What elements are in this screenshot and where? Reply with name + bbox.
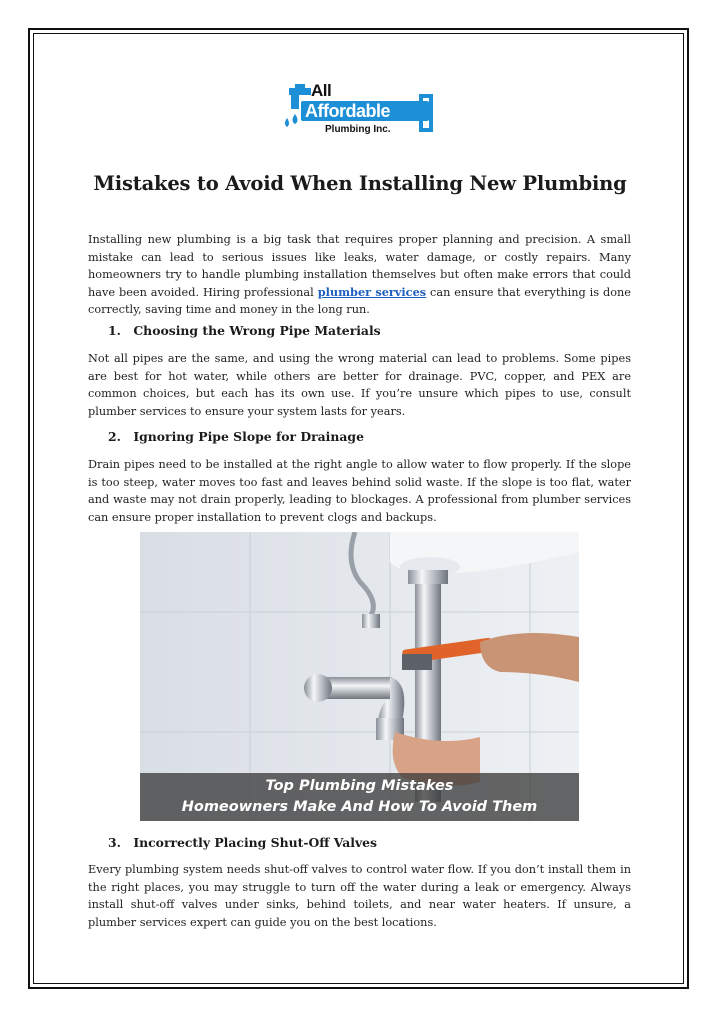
page-title: Mistakes to Avoid When Installing New Plumbing [93, 172, 627, 195]
section-2-body: Drain pipes need to be installed at the right angle to allow water to flow properly. If the slope is too steep, water moves too fast and leaves behind solid waste. If the slope is too flat, water and waste may not drain properly, leading to blockages. A professional from plumber services can ensure proper installation to prevent clogs and backups. [88, 458, 631, 524]
logo-text-all: All [311, 81, 332, 100]
caption-line-1: Top Plumbing Mistakes [265, 778, 454, 794]
plumbing-photo [140, 532, 579, 821]
intro-text-before: Installing new plumbing is a big task that requires proper planning and precision. A small mistake can lead to serious issues like leaks, water damage, or costly repairs. Many homeowners try to handle plumbing installation themselves but often make errors that could have been avoided. Hiring professional [88, 233, 631, 299]
logo-text-affordable: Affordable [305, 101, 390, 121]
section-1-body: Not all pipes are the same, and using the wrong material can lead to problems. Some pipes are best for hot water, while others are better for drainage. PVC, copper, and PEX are common choices, but each has its own use. If you’re unsure which pipes to use, consult plumber services to ensure your system lasts for years. [88, 352, 631, 418]
intro-text-after: can ensure that everything is done correctly, saving time and money in the long run. [88, 285, 631, 316]
section-3-body: Every plumbing system needs shut-off valves to control water flow. If you don’t install them in the right places, you may struggle to turn off the water during a leak or emergency. Always install shut-off valves under sinks, behind toilets, and near water heaters. If unsure, a plumber services expert can guide you on the best locations. [88, 863, 631, 929]
section-3-heading: 3. Incorrectly Placing Shut-Off Valves [108, 835, 378, 850]
intro-paragraph [88, 231, 631, 319]
logo-text-plumbing: Plumbing Inc. [325, 124, 391, 135]
image-caption-bar [140, 773, 579, 821]
plumber-services-link[interactable]: plumber services [317, 284, 427, 299]
caption-line-2: Homeowners Make And How To Avoid Them [181, 799, 538, 815]
section-2-heading: 2. Ignoring Pipe Slope for Drainage [108, 429, 364, 444]
section-1-heading: 1. Choosing the Wrong Pipe Materials [108, 323, 381, 338]
company-logo [285, 82, 435, 144]
